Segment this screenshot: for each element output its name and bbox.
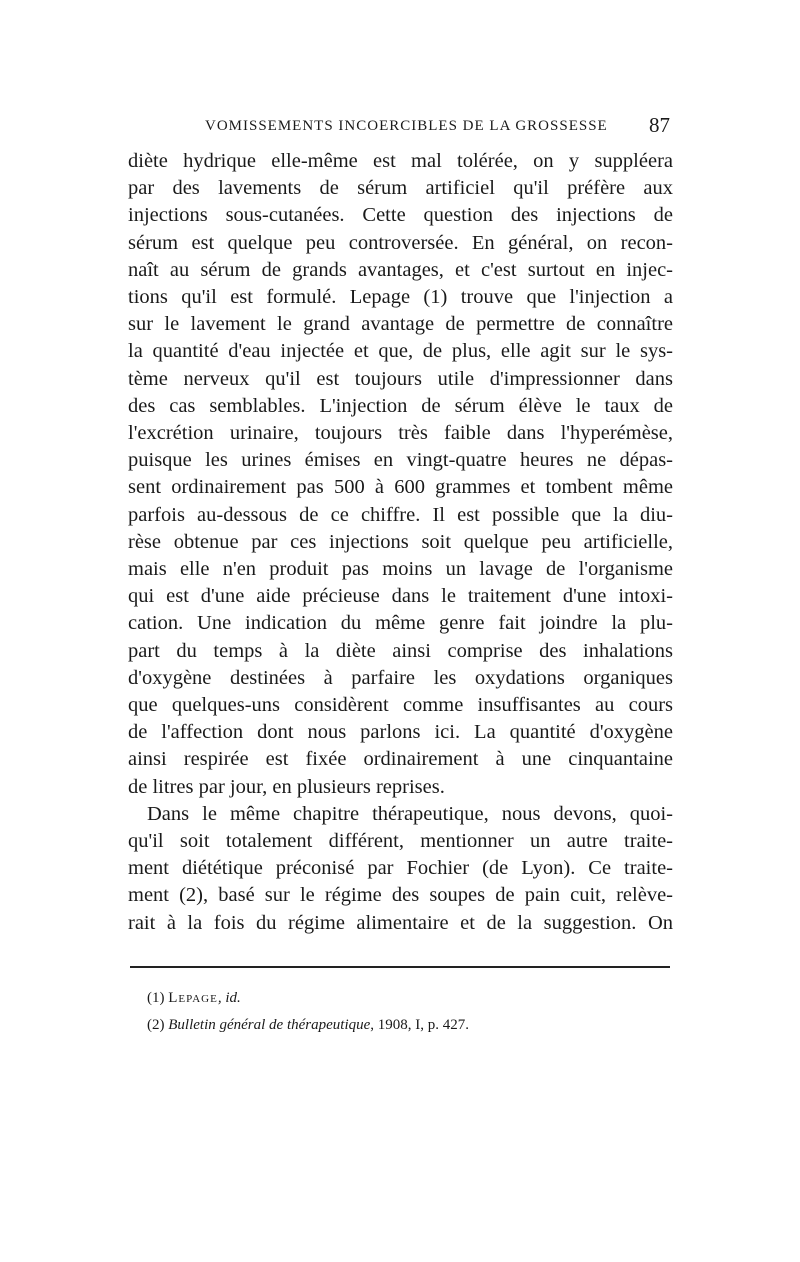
footnote-1-author: Lepage <box>168 990 218 1006</box>
text-line: de l'affection dont nous parlons ici. La quantité d'oxygène <box>128 721 673 744</box>
body-text <box>128 148 673 937</box>
footnote-2-marker: (2) <box>147 1017 165 1033</box>
page-number: 87 <box>649 113 670 137</box>
text-line: que quelques-uns considèrent comme insuffisantes au cours <box>128 694 673 717</box>
text-line: diète hydrique elle-même est mal tolérée, on y suppléera <box>128 150 673 172</box>
paragraph-last-line: de litres par jour, en plusieurs reprises. <box>128 775 445 798</box>
text-line: ment (2), basé sur le régime des soupes de pain cuit, relève- <box>128 884 673 907</box>
text-line: des cas semblables. L'injection de sérum élève le taux de <box>128 394 673 417</box>
footnote-2-rest: , 1908, I, p. 427. <box>370 1017 470 1033</box>
footnote-rule <box>130 966 670 968</box>
text-line: part du temps à la diète ainsi comprise des inhalations <box>128 639 673 662</box>
text-line: qui est d'une aide précieuse dans le traitement d'une intoxi- <box>128 585 673 608</box>
text-line: cation. Une indication du même genre fait joindre la plu- <box>128 612 673 635</box>
text-line: sur le lavement le grand avantage de permettre de connaître <box>128 313 673 336</box>
text-line: puisque les urines émises en vingt-quatre heures ne dépas- <box>128 449 673 472</box>
text-line: injections sous-cutanées. Cette question des injections de <box>128 204 673 227</box>
footnote-2-title: Bulletin général de thérapeutique <box>168 1017 371 1033</box>
footnote-1-marker: (1) <box>147 990 165 1006</box>
paragraph-first-line: Dans le même chapitre thérapeutique, nous devons, quoi- <box>147 802 673 825</box>
text-line: qu'il soit totalement différent, mentionner un autre traite- <box>128 830 673 853</box>
text-line: mais elle n'en produit pas moins un lavage de l'organisme <box>128 558 673 581</box>
text-line: rèse obtenue par ces injections soit quelque peu artificielle, <box>128 530 673 553</box>
text-line: tions qu'il est formulé. Lepage (1) trouve que l'injection a <box>128 286 673 309</box>
text-line: d'oxygène destinées à parfaire les oxydations organiques <box>128 666 673 689</box>
text-line: ment diététique préconisé par Fochier (de Lyon). Ce traite- <box>128 857 673 880</box>
text-line: rait à la fois du régime alimentaire et de la suggestion. On <box>128 911 673 934</box>
text-line: sérum est quelque peu controversée. En général, on recon- <box>128 231 673 254</box>
footnotes <box>147 985 667 1039</box>
running-title: VOMISSEMENTS INCOERCIBLES DE LA GROSSESSE <box>205 118 608 134</box>
text-line: ainsi respirée est fixée ordinairement à une cinquantaine <box>128 748 673 771</box>
text-line: naît au sérum de grands avantages, et c'est surtout en injec- <box>128 258 673 281</box>
text-line: sent ordinairement pas 500 à 600 grammes et tombent même <box>128 476 673 499</box>
footnote-2 <box>147 1012 667 1039</box>
footnote-1-rest: , id. <box>217 990 241 1006</box>
footnote-1 <box>147 985 667 1012</box>
text-line: l'excrétion urinaire, toujours très faible dans l'hyperémèse, <box>128 422 673 445</box>
running-head <box>205 113 670 140</box>
text-line: la quantité d'eau injectée et que, de plus, elle agit sur le sys- <box>128 340 673 363</box>
text-line: tème nerveux qu'il est toujours utile d'impressionner dans <box>128 367 673 390</box>
text-line: par des lavements de sérum artificiel qu'il préfère aux <box>128 177 673 200</box>
text-line: parfois au-dessous de ce chiffre. Il est possible que la diu- <box>128 503 673 526</box>
